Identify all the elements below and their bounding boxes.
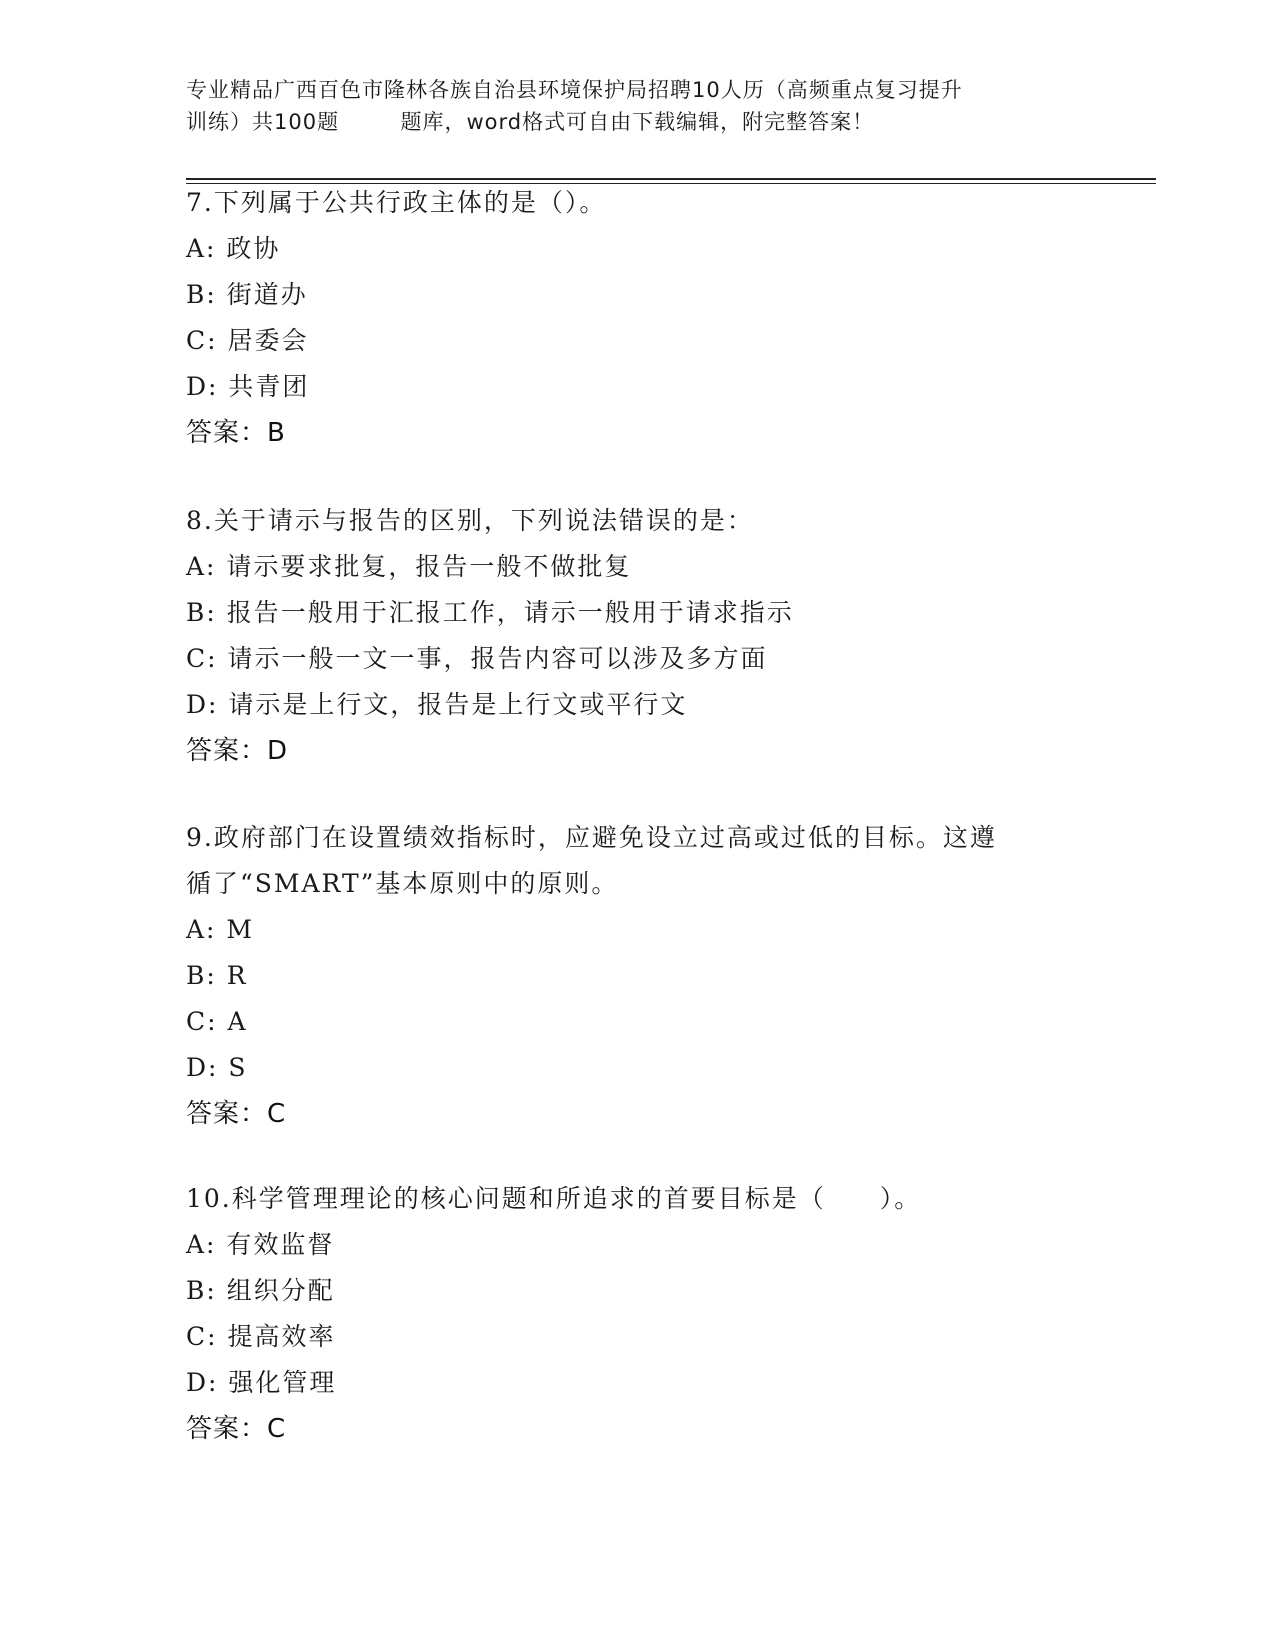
option-d: D: 请示是上行文，报告是上行文或平行文 <box>186 690 688 719</box>
question-10 <box>186 1176 1106 1452</box>
option-a: A: 政协 <box>186 234 281 263</box>
question-stem-line-2: 循了“SMART”基本原则中的原则。 <box>186 869 619 898</box>
question-stem: 7.下列属于公共行政主体的是（）。 <box>186 188 607 217</box>
option-d: D: 共青团 <box>186 372 310 401</box>
option-a: A: M <box>186 915 255 944</box>
option-c: C: 请示一般一文一事，报告内容可以涉及多方面 <box>186 644 768 673</box>
question-9 <box>186 815 1106 1137</box>
option-a: A: 有效监督 <box>186 1230 335 1259</box>
option-b: B: 街道办 <box>186 280 308 309</box>
option-d: D: S <box>186 1053 248 1082</box>
answer-label: 答案：B <box>186 418 286 448</box>
question-stem: 8.关于请示与报告的区别，下列说法错误的是： <box>186 506 754 535</box>
header-title-line-2: 训练）共100题 题库，word格式可自由下载编辑，附完整答案！ <box>186 110 875 134</box>
option-a: A: 请示要求批复，报告一般不做批复 <box>186 552 632 581</box>
option-b: B: 报告一般用于汇报工作，请示一般用于请求指示 <box>186 598 794 627</box>
option-c: C: 居委会 <box>186 326 309 355</box>
answer-label: 答案：D <box>186 736 289 766</box>
option-c: C: 提高效率 <box>186 1322 336 1351</box>
option-b: B: R <box>186 961 248 990</box>
document-header <box>186 74 1086 138</box>
question-stem-line-1: 9.政府部门在设置绩效指标时，应避免设立过高或过低的目标。这遵 <box>186 823 997 852</box>
answer-label: 答案：C <box>186 1414 287 1444</box>
question-8 <box>186 498 1106 774</box>
question-7 <box>186 180 1106 456</box>
answer-label: 答案：C <box>186 1099 287 1129</box>
header-title-line-1: 专业精品广西百色市隆林各族自治县环境保护局招聘10人历（高频重点复习提升 <box>186 78 963 102</box>
option-b: B: 组织分配 <box>186 1276 335 1305</box>
option-d: D: 强化管理 <box>186 1368 337 1397</box>
option-c: C: A <box>186 1007 248 1036</box>
question-stem: 10.科学管理理论的核心问题和所追求的首要目标是（ ）。 <box>186 1184 922 1213</box>
